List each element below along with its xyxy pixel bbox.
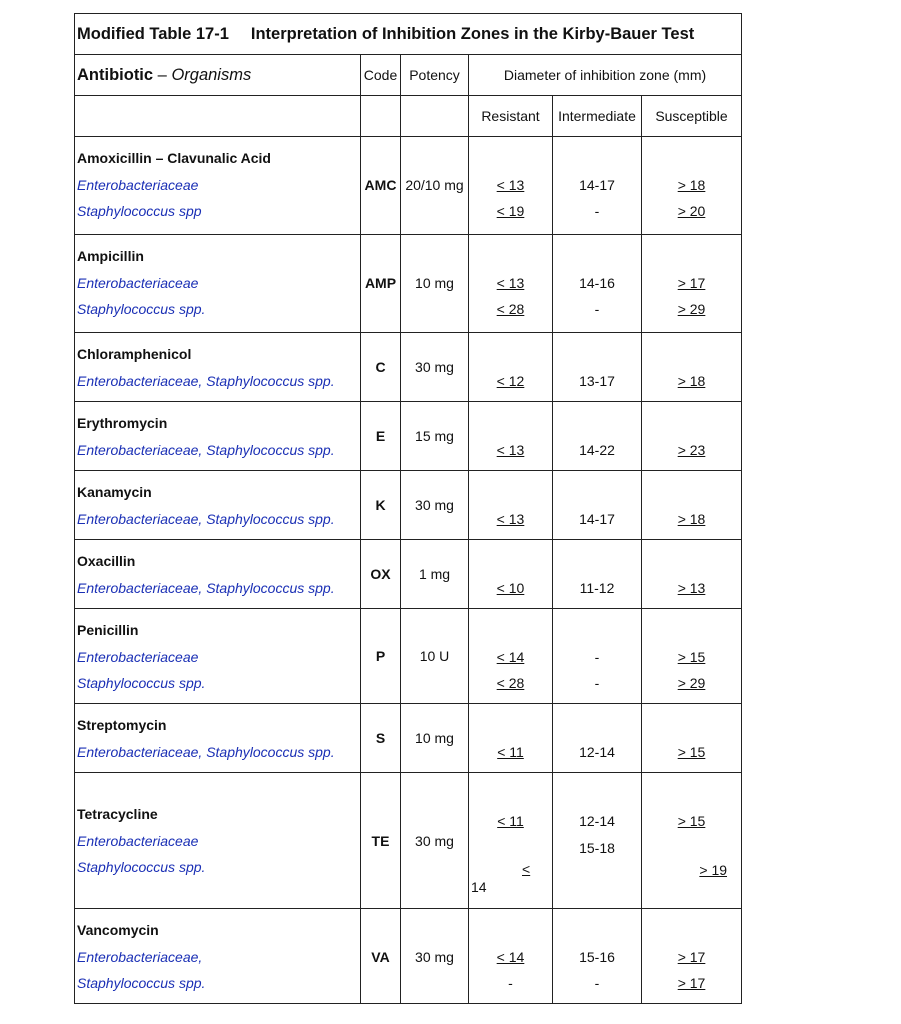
header-empty — [401, 96, 469, 137]
table-row — [75, 333, 742, 402]
susceptible-value: > 13 — [642, 540, 742, 609]
susceptible-values: > 17 > 17 — [642, 909, 742, 1004]
intermediate-values: 14-16 - — [553, 235, 642, 333]
drug-name: Erythromycin — [77, 415, 168, 431]
drug-potency: 30 mg — [401, 333, 469, 402]
drug-name: Oxacillin — [77, 553, 136, 569]
header-diameter: Diameter of inhibition zone (mm) — [469, 55, 742, 96]
susceptible-values: > 15 > 29 — [642, 609, 742, 704]
drug-code: E — [361, 402, 401, 471]
organism: Enterobacteriaceae, — [77, 948, 203, 965]
drug-potency: 30 mg — [401, 909, 469, 1004]
intermediate-value: 12-14 — [553, 704, 642, 773]
resistant-value: < 10 — [469, 540, 553, 609]
susceptible-values: > 18 > 20 — [642, 137, 742, 235]
intermediate-values: 14-17 - — [553, 137, 642, 235]
organism: Staphylococcus spp. — [77, 301, 206, 317]
resistant-value: < 13 — [469, 402, 553, 471]
intermediate-values: 12-14 15-18 — [553, 773, 642, 909]
table-row — [75, 540, 742, 609]
resistant-values: < 14 - — [469, 909, 553, 1004]
header-antibiotic: Antibiotic – Organisms — [75, 55, 361, 96]
table-caption: Interpretation of Inhibition Zones in the Kirby-Bauer Test — [250, 24, 695, 43]
susceptible-value: > 18 — [642, 471, 742, 540]
drug-name: Amoxicillin – Clavunalic Acid — [77, 150, 271, 166]
drug-potency: 30 mg — [401, 471, 469, 540]
header-empty — [361, 96, 401, 137]
drug-code: S — [361, 704, 401, 773]
intermediate-value: 14-17 — [553, 471, 642, 540]
drug-code: P — [361, 609, 401, 704]
organism: Staphylococcus spp. — [77, 859, 206, 875]
organism: Staphylococcus spp — [77, 203, 202, 219]
resistant-values: < 13 < 19 — [469, 137, 553, 235]
resistant-values: < 14 < 28 — [469, 609, 553, 704]
intermediate-value: 13-17 — [553, 333, 642, 402]
susceptible-values: > 17 > 29 — [642, 235, 742, 333]
resistant-values: < 13 < 28 — [469, 235, 553, 333]
drug-name: Chloramphenicol — [77, 346, 192, 362]
drug-code: VA — [361, 909, 401, 1004]
organism: Enterobacteriaceae — [77, 648, 199, 665]
table-row — [75, 773, 742, 909]
intermediate-values: 15-16 - — [553, 909, 642, 1004]
drug-code: K — [361, 471, 401, 540]
organism: Enterobacteriaceae, Staphylococcus spp. — [77, 372, 335, 389]
drug-name: Kanamycin — [77, 484, 152, 500]
drug-potency: 20/10 mg — [401, 137, 469, 235]
drug-name: Streptomycin — [77, 717, 167, 733]
intermediate-values: - - — [553, 609, 642, 704]
resistant-value: < 11 — [469, 704, 553, 773]
drug-code: AMP — [361, 235, 401, 333]
table-row — [75, 609, 742, 704]
drug-name: Tetracycline — [77, 806, 158, 822]
drug-potency: 15 mg — [401, 402, 469, 471]
organism: Enterobacteriaceae, Staphylococcus spp. — [77, 441, 335, 458]
resistant-value: < 12 — [469, 333, 553, 402]
organism: Enterobacteriaceae — [77, 176, 199, 193]
resistant-values: < 11 < 14 — [469, 773, 553, 909]
drug-potency: 10 mg — [401, 235, 469, 333]
drug-potency: 1 mg — [401, 540, 469, 609]
drug-name: Vancomycin — [77, 922, 159, 938]
drug-potency: 10 U — [401, 609, 469, 704]
table-row — [75, 235, 742, 333]
table-number: Modified Table 17-1 — [77, 24, 229, 43]
susceptible-values: > 15 > 19 — [642, 773, 742, 909]
header-potency: Potency — [401, 55, 469, 96]
table-row — [75, 137, 742, 235]
header-code: Code — [361, 55, 401, 96]
table-row — [75, 471, 742, 540]
organism: Enterobacteriaceae, Staphylococcus spp. — [77, 510, 335, 527]
drug-potency: 10 mg — [401, 704, 469, 773]
organism: Enterobacteriaceae, Staphylococcus spp. — [77, 743, 335, 760]
header-intermediate: Intermediate — [553, 96, 642, 137]
header-resistant: Resistant — [469, 96, 553, 137]
organism: Enterobacteriaceae, Staphylococcus spp. — [77, 579, 335, 596]
table-row — [75, 909, 742, 1004]
intermediate-value: 11-12 — [553, 540, 642, 609]
organism: Staphylococcus spp. — [77, 675, 206, 691]
drug-code: TE — [361, 773, 401, 909]
table-title — [75, 14, 742, 55]
intermediate-value: 14-22 — [553, 402, 642, 471]
table-row — [75, 402, 742, 471]
susceptible-value: > 18 — [642, 333, 742, 402]
resistant-value: < 13 — [469, 471, 553, 540]
drug-name: Ampicillin — [77, 248, 144, 264]
organism: Staphylococcus spp. — [77, 975, 206, 991]
header-susceptible: Susceptible — [642, 96, 742, 137]
susceptible-value: > 15 — [642, 704, 742, 773]
drug-code: AMC — [361, 137, 401, 235]
organism: Enterobacteriaceae — [77, 832, 199, 849]
drug-code: C — [361, 333, 401, 402]
header-empty — [75, 96, 361, 137]
inhibition-zone-table — [74, 13, 742, 1004]
drug-name: Penicillin — [77, 622, 139, 638]
drug-code: OX — [361, 540, 401, 609]
susceptible-value: > 23 — [642, 402, 742, 471]
organism: Enterobacteriaceae — [77, 274, 199, 291]
drug-potency: 30 mg — [401, 773, 469, 909]
table-row — [75, 704, 742, 773]
